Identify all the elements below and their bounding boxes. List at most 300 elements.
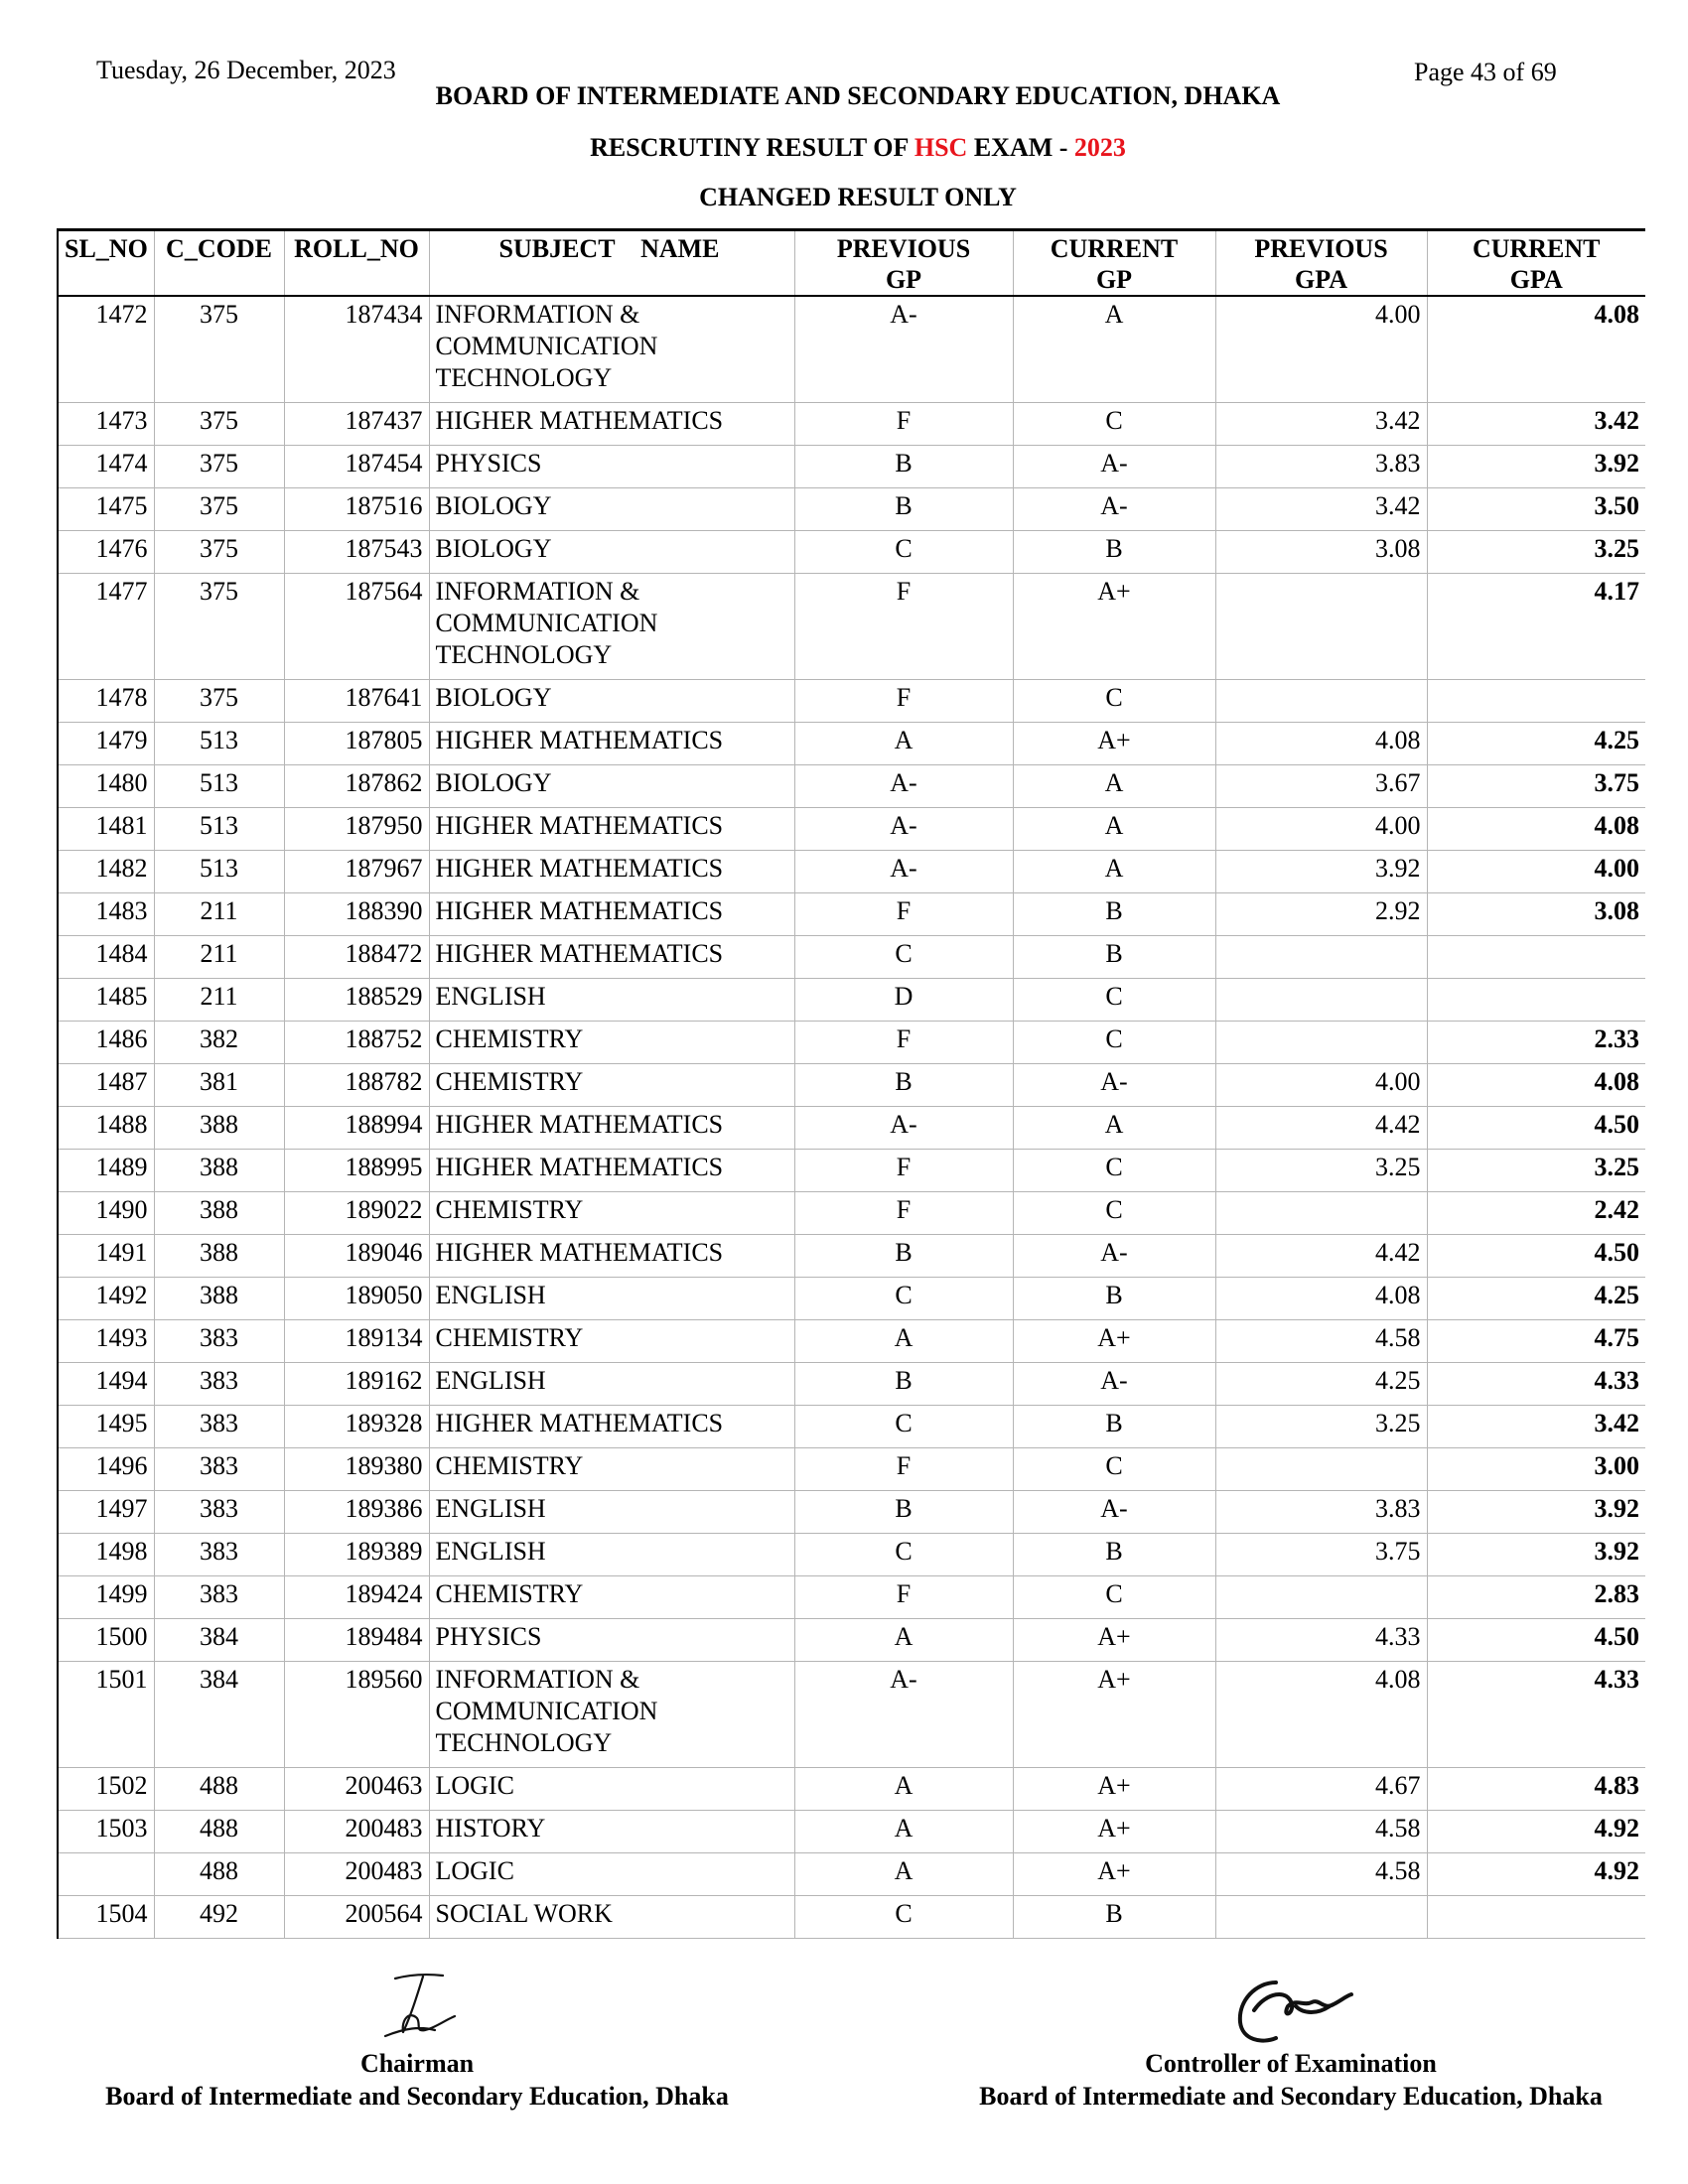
row-current-gp: C [1013, 403, 1215, 446]
row-roll-no: 187641 [284, 680, 429, 723]
row-sl-no: 1477 [58, 574, 154, 680]
row-c-code: 383 [154, 1320, 284, 1363]
row-current-gpa: 4.08 [1427, 808, 1645, 851]
row-current-gp: A- [1013, 446, 1215, 488]
row-subject-name: HIGHER MATHEMATICS [429, 1107, 794, 1150]
row-sl-no: 1475 [58, 488, 154, 531]
table-row [58, 488, 1645, 531]
title-middle: EXAM - [967, 133, 1074, 162]
row-current-gp: A+ [1013, 1662, 1215, 1768]
row-roll-no: 188390 [284, 893, 429, 936]
table-row [58, 531, 1645, 574]
col-previous-gpa: PREVIOUS GPA [1215, 230, 1427, 297]
table-row [58, 979, 1645, 1022]
row-c-code: 388 [154, 1278, 284, 1320]
row-current-gp: A [1013, 765, 1215, 808]
table-row [58, 1064, 1645, 1107]
controller-signature [1226, 1971, 1375, 2050]
table-row [58, 1811, 1645, 1853]
row-previous-gpa: 3.25 [1215, 1150, 1427, 1192]
result-title [14, 133, 1688, 163]
row-current-gpa: 3.92 [1427, 1491, 1645, 1534]
row-sl-no: 1498 [58, 1534, 154, 1576]
row-current-gpa: 3.92 [1427, 1534, 1645, 1576]
row-current-gpa: 4.83 [1427, 1768, 1645, 1811]
row-c-code: 488 [154, 1768, 284, 1811]
row-subject-name: LOGIC [429, 1768, 794, 1811]
row-subject-name: HIGHER MATHEMATICS [429, 1235, 794, 1278]
row-subject-name: HIGHER MATHEMATICS [429, 403, 794, 446]
row-current-gp: A [1013, 1107, 1215, 1150]
row-previous-gpa [1215, 1192, 1427, 1235]
row-subject-name: INFORMATION & COMMUNICATION TECHNOLOGY [429, 574, 794, 680]
row-previous-gpa: 3.67 [1215, 765, 1427, 808]
row-roll-no: 187454 [284, 446, 429, 488]
row-previous-gpa: 3.25 [1215, 1406, 1427, 1448]
row-sl-no: 1495 [58, 1406, 154, 1448]
row-current-gp: A- [1013, 1064, 1215, 1107]
row-previous-gp: F [794, 1448, 1013, 1491]
row-current-gp: A+ [1013, 1768, 1215, 1811]
row-c-code: 383 [154, 1491, 284, 1534]
row-roll-no: 187950 [284, 808, 429, 851]
row-c-code: 211 [154, 979, 284, 1022]
row-previous-gpa [1215, 1022, 1427, 1064]
row-roll-no: 187434 [284, 296, 429, 403]
row-previous-gpa [1215, 1576, 1427, 1619]
row-current-gpa: 4.50 [1427, 1235, 1645, 1278]
row-roll-no: 188782 [284, 1064, 429, 1107]
table-row [58, 403, 1645, 446]
row-previous-gp: D [794, 979, 1013, 1022]
row-previous-gpa: 4.08 [1215, 1278, 1427, 1320]
row-sl-no: 1486 [58, 1022, 154, 1064]
row-current-gpa: 3.92 [1427, 446, 1645, 488]
row-previous-gp: A [794, 723, 1013, 765]
row-c-code: 375 [154, 296, 284, 403]
row-current-gpa: 4.17 [1427, 574, 1645, 680]
row-c-code: 375 [154, 403, 284, 446]
row-current-gpa: 4.08 [1427, 1064, 1645, 1107]
title-year: 2023 [1073, 133, 1126, 162]
row-sl-no: 1472 [58, 296, 154, 403]
row-roll-no: 189046 [284, 1235, 429, 1278]
row-sl-no: 1476 [58, 531, 154, 574]
row-c-code: 383 [154, 1406, 284, 1448]
row-subject-name: HIGHER MATHEMATICS [429, 851, 794, 893]
row-sl-no: 1500 [58, 1619, 154, 1662]
row-sl-no: 1501 [58, 1662, 154, 1768]
result-subtitle: CHANGED RESULT ONLY [699, 183, 1017, 211]
row-c-code: 383 [154, 1363, 284, 1406]
row-roll-no: 189162 [284, 1363, 429, 1406]
row-roll-no: 189484 [284, 1619, 429, 1662]
row-current-gpa: 3.08 [1427, 893, 1645, 936]
row-sl-no: 1489 [58, 1150, 154, 1192]
table-row [58, 893, 1645, 936]
board-title: BOARD OF INTERMEDIATE AND SECONDARY EDUCATION, DHAKA [435, 81, 1281, 110]
row-previous-gp: A [794, 1320, 1013, 1363]
row-subject-name: CHEMISTRY [429, 1192, 794, 1235]
row-current-gpa [1427, 936, 1645, 979]
row-c-code: 388 [154, 1192, 284, 1235]
row-previous-gpa: 3.08 [1215, 531, 1427, 574]
row-current-gp: A [1013, 296, 1215, 403]
row-previous-gp: A- [794, 765, 1013, 808]
row-current-gp: A [1013, 851, 1215, 893]
row-c-code: 375 [154, 680, 284, 723]
row-subject-name: ENGLISH [429, 1363, 794, 1406]
row-previous-gpa: 4.08 [1215, 1662, 1427, 1768]
row-c-code: 383 [154, 1534, 284, 1576]
row-roll-no: 200564 [284, 1896, 429, 1939]
table-row [58, 1192, 1645, 1235]
row-previous-gp: C [794, 1406, 1013, 1448]
row-current-gp: C [1013, 1022, 1215, 1064]
row-sl-no: 1502 [58, 1768, 154, 1811]
row-current-gpa: 4.33 [1427, 1662, 1645, 1768]
row-roll-no: 188529 [284, 979, 429, 1022]
chairman-title: Chairman [359, 2049, 475, 2078]
row-previous-gpa: 4.58 [1215, 1320, 1427, 1363]
row-current-gpa: 4.25 [1427, 1278, 1645, 1320]
row-previous-gp: C [794, 1534, 1013, 1576]
row-previous-gp: A- [794, 1662, 1013, 1768]
row-current-gp: A- [1013, 488, 1215, 531]
row-previous-gp: B [794, 1064, 1013, 1107]
row-sl-no: 1492 [58, 1278, 154, 1320]
row-previous-gp: B [794, 1363, 1013, 1406]
row-c-code: 211 [154, 936, 284, 979]
row-subject-name: BIOLOGY [429, 765, 794, 808]
row-subject-name: HIGHER MATHEMATICS [429, 1150, 794, 1192]
row-c-code: 375 [154, 446, 284, 488]
row-subject-name: ENGLISH [429, 979, 794, 1022]
row-sl-no: 1493 [58, 1320, 154, 1363]
row-previous-gpa: 3.92 [1215, 851, 1427, 893]
row-current-gp: C [1013, 979, 1215, 1022]
col-current-gpa: CURRENT GPA [1427, 230, 1645, 297]
row-previous-gp: A [794, 1811, 1013, 1853]
row-c-code: 383 [154, 1448, 284, 1491]
row-roll-no: 200463 [284, 1768, 429, 1811]
row-roll-no: 188472 [284, 936, 429, 979]
row-previous-gp: A- [794, 808, 1013, 851]
row-roll-no: 187862 [284, 765, 429, 808]
row-previous-gp: F [794, 680, 1013, 723]
table-body [58, 296, 1645, 1939]
row-previous-gp: B [794, 446, 1013, 488]
row-sl-no: 1485 [58, 979, 154, 1022]
col-subject-name: SUBJECT NAME [429, 230, 794, 297]
row-subject-name: HIGHER MATHEMATICS [429, 723, 794, 765]
col-sl-no: SL_NO [58, 230, 154, 297]
row-subject-name: HIGHER MATHEMATICS [429, 936, 794, 979]
row-roll-no: 189134 [284, 1320, 429, 1363]
row-c-code: 375 [154, 531, 284, 574]
row-c-code: 211 [154, 893, 284, 936]
row-current-gpa: 3.25 [1427, 531, 1645, 574]
row-previous-gpa: 3.83 [1215, 446, 1427, 488]
row-sl-no: 1504 [58, 1896, 154, 1939]
row-previous-gpa: 4.58 [1215, 1811, 1427, 1853]
row-previous-gp: F [794, 1150, 1013, 1192]
table-row [58, 1491, 1645, 1534]
row-current-gpa: 3.50 [1427, 488, 1645, 531]
row-subject-name: ENGLISH [429, 1534, 794, 1576]
title-exam: HSC [914, 133, 968, 162]
row-roll-no: 187543 [284, 531, 429, 574]
row-previous-gp: C [794, 1278, 1013, 1320]
row-current-gp: B [1013, 936, 1215, 979]
row-current-gpa: 4.92 [1427, 1811, 1645, 1853]
row-c-code: 513 [154, 765, 284, 808]
row-previous-gpa: 4.42 [1215, 1235, 1427, 1278]
row-current-gp: B [1013, 893, 1215, 936]
row-subject-name: BIOLOGY [429, 488, 794, 531]
table-row [58, 1320, 1645, 1363]
table-row [58, 1235, 1645, 1278]
row-roll-no: 189328 [284, 1406, 429, 1448]
table-row [58, 851, 1645, 893]
row-roll-no: 189380 [284, 1448, 429, 1491]
col-previous-gp: PREVIOUS GP [794, 230, 1013, 297]
table-row [58, 1662, 1645, 1768]
row-previous-gp: A- [794, 851, 1013, 893]
row-c-code: 384 [154, 1662, 284, 1768]
row-previous-gp: F [794, 574, 1013, 680]
table-row [58, 574, 1645, 680]
row-c-code: 492 [154, 1896, 284, 1939]
row-current-gp: C [1013, 680, 1215, 723]
table-row [58, 808, 1645, 851]
row-sl-no: 1478 [58, 680, 154, 723]
row-previous-gp: A [794, 1619, 1013, 1662]
row-roll-no: 187967 [284, 851, 429, 893]
row-previous-gpa: 3.42 [1215, 488, 1427, 531]
row-sl-no: 1482 [58, 851, 154, 893]
row-current-gp: C [1013, 1576, 1215, 1619]
row-previous-gp: A- [794, 1107, 1013, 1150]
row-previous-gp: A [794, 1768, 1013, 1811]
row-previous-gp: F [794, 1192, 1013, 1235]
row-previous-gpa: 4.00 [1215, 1064, 1427, 1107]
chairman-org: Board of Intermediate and Secondary Education, Dhaka [105, 2082, 729, 2111]
row-sl-no: 1484 [58, 936, 154, 979]
row-previous-gp: C [794, 936, 1013, 979]
row-subject-name: PHYSICS [429, 1619, 794, 1662]
row-subject-name: INFORMATION & COMMUNICATION TECHNOLOGY [429, 296, 794, 403]
row-current-gp: C [1013, 1192, 1215, 1235]
results-table [57, 228, 1645, 1939]
row-current-gpa: 3.00 [1427, 1448, 1645, 1491]
table-row [58, 1363, 1645, 1406]
row-current-gpa: 4.75 [1427, 1320, 1645, 1363]
row-sl-no: 1474 [58, 446, 154, 488]
row-current-gp: B [1013, 1278, 1215, 1320]
row-previous-gpa [1215, 1896, 1427, 1939]
row-roll-no: 189560 [284, 1662, 429, 1768]
table-row [58, 1107, 1645, 1150]
table-row [58, 1619, 1645, 1662]
row-roll-no: 187805 [284, 723, 429, 765]
row-current-gpa: 4.92 [1427, 1853, 1645, 1896]
row-c-code: 388 [154, 1150, 284, 1192]
row-subject-name: LOGIC [429, 1853, 794, 1896]
row-previous-gpa: 4.00 [1215, 296, 1427, 403]
table-row [58, 446, 1645, 488]
row-previous-gp: F [794, 893, 1013, 936]
row-current-gp: C [1013, 1150, 1215, 1192]
row-current-gpa: 4.33 [1427, 1363, 1645, 1406]
row-previous-gp: C [794, 531, 1013, 574]
row-current-gpa: 4.50 [1427, 1107, 1645, 1150]
page-number: Page 43 of 69 [1414, 58, 1557, 86]
row-current-gpa: 4.25 [1427, 723, 1645, 765]
row-previous-gpa: 2.92 [1215, 893, 1427, 936]
col-current-gp: CURRENT GP [1013, 230, 1215, 297]
row-previous-gp: F [794, 1576, 1013, 1619]
table-row [58, 1022, 1645, 1064]
chairman-signature [365, 1971, 465, 2045]
row-sl-no: 1488 [58, 1107, 154, 1150]
row-sl-no: 1479 [58, 723, 154, 765]
table-row [58, 1853, 1645, 1896]
row-previous-gpa [1215, 936, 1427, 979]
row-roll-no: 189050 [284, 1278, 429, 1320]
row-roll-no: 200483 [284, 1853, 429, 1896]
row-previous-gpa: 3.83 [1215, 1491, 1427, 1534]
row-subject-name: HISTORY [429, 1811, 794, 1853]
row-roll-no: 188752 [284, 1022, 429, 1064]
row-roll-no: 189386 [284, 1491, 429, 1534]
row-subject-name: ENGLISH [429, 1491, 794, 1534]
row-current-gp: A- [1013, 1491, 1215, 1534]
row-subject-name: INFORMATION & COMMUNICATION TECHNOLOGY [429, 1662, 794, 1768]
row-subject-name: CHEMISTRY [429, 1320, 794, 1363]
row-previous-gpa: 4.08 [1215, 723, 1427, 765]
row-current-gpa: 2.83 [1427, 1576, 1645, 1619]
title-prefix: RESCRUTINY RESULT OF [590, 133, 914, 162]
row-previous-gp: B [794, 1491, 1013, 1534]
row-c-code: 375 [154, 574, 284, 680]
row-c-code: 513 [154, 808, 284, 851]
row-current-gp: A [1013, 808, 1215, 851]
row-sl-no: 1490 [58, 1192, 154, 1235]
table-row [58, 680, 1645, 723]
row-current-gp: A- [1013, 1235, 1215, 1278]
row-current-gpa: 3.42 [1427, 1406, 1645, 1448]
row-sl-no: 1487 [58, 1064, 154, 1107]
row-previous-gp: B [794, 1235, 1013, 1278]
row-current-gp: A+ [1013, 1811, 1215, 1853]
row-roll-no: 188994 [284, 1107, 429, 1150]
row-previous-gpa [1215, 574, 1427, 680]
row-subject-name: ENGLISH [429, 1278, 794, 1320]
table-row [58, 765, 1645, 808]
row-current-gp: B [1013, 1534, 1215, 1576]
row-c-code: 375 [154, 488, 284, 531]
row-current-gp: C [1013, 1448, 1215, 1491]
table-row [58, 936, 1645, 979]
row-sl-no: 1494 [58, 1363, 154, 1406]
row-previous-gp: C [794, 1896, 1013, 1939]
row-previous-gpa: 4.42 [1215, 1107, 1427, 1150]
row-subject-name: BIOLOGY [429, 680, 794, 723]
row-sl-no: 1491 [58, 1235, 154, 1278]
row-current-gp: A- [1013, 1363, 1215, 1406]
row-current-gpa [1427, 1896, 1645, 1939]
row-subject-name: CHEMISTRY [429, 1064, 794, 1107]
row-previous-gp: B [794, 488, 1013, 531]
row-current-gp: B [1013, 1406, 1215, 1448]
row-roll-no: 188995 [284, 1150, 429, 1192]
table-row [58, 1768, 1645, 1811]
row-current-gp: A+ [1013, 1320, 1215, 1363]
row-sl-no: 1480 [58, 765, 154, 808]
row-current-gp: A+ [1013, 574, 1215, 680]
row-subject-name: HIGHER MATHEMATICS [429, 1406, 794, 1448]
row-c-code: 488 [154, 1853, 284, 1896]
row-previous-gp: A [794, 1853, 1013, 1896]
row-sl-no: 1481 [58, 808, 154, 851]
table-row [58, 723, 1645, 765]
row-c-code: 513 [154, 723, 284, 765]
row-previous-gpa: 4.33 [1215, 1619, 1427, 1662]
row-current-gpa: 3.25 [1427, 1150, 1645, 1192]
row-roll-no: 189424 [284, 1576, 429, 1619]
row-current-gpa: 4.00 [1427, 851, 1645, 893]
row-previous-gpa [1215, 1448, 1427, 1491]
row-c-code: 488 [154, 1811, 284, 1853]
table-row [58, 1896, 1645, 1939]
table-row [58, 296, 1645, 403]
row-current-gpa [1427, 979, 1645, 1022]
row-previous-gpa: 4.67 [1215, 1768, 1427, 1811]
row-sl-no: 1497 [58, 1491, 154, 1534]
row-current-gpa: 3.75 [1427, 765, 1645, 808]
row-sl-no: 1496 [58, 1448, 154, 1491]
row-previous-gp: F [794, 1022, 1013, 1064]
controller-org: Board of Intermediate and Secondary Education, Dhaka [979, 2082, 1603, 2111]
row-current-gp: A+ [1013, 1853, 1215, 1896]
row-sl-no [58, 1853, 154, 1896]
row-current-gpa: 3.42 [1427, 403, 1645, 446]
table-header [58, 230, 1645, 297]
row-c-code: 381 [154, 1064, 284, 1107]
row-roll-no: 187516 [284, 488, 429, 531]
row-roll-no: 200483 [284, 1811, 429, 1853]
row-c-code: 384 [154, 1619, 284, 1662]
row-previous-gpa: 4.58 [1215, 1853, 1427, 1896]
row-subject-name: HIGHER MATHEMATICS [429, 893, 794, 936]
row-c-code: 382 [154, 1022, 284, 1064]
row-c-code: 388 [154, 1235, 284, 1278]
row-previous-gpa: 3.75 [1215, 1534, 1427, 1576]
row-sl-no: 1503 [58, 1811, 154, 1853]
row-current-gp: B [1013, 531, 1215, 574]
row-c-code: 513 [154, 851, 284, 893]
row-previous-gpa [1215, 680, 1427, 723]
row-current-gpa [1427, 680, 1645, 723]
row-c-code: 388 [154, 1107, 284, 1150]
row-current-gp: B [1013, 1896, 1215, 1939]
row-subject-name: CHEMISTRY [429, 1576, 794, 1619]
table-row [58, 1150, 1645, 1192]
row-current-gp: A+ [1013, 1619, 1215, 1662]
row-previous-gp: A- [794, 296, 1013, 403]
col-c-code: C_CODE [154, 230, 284, 297]
